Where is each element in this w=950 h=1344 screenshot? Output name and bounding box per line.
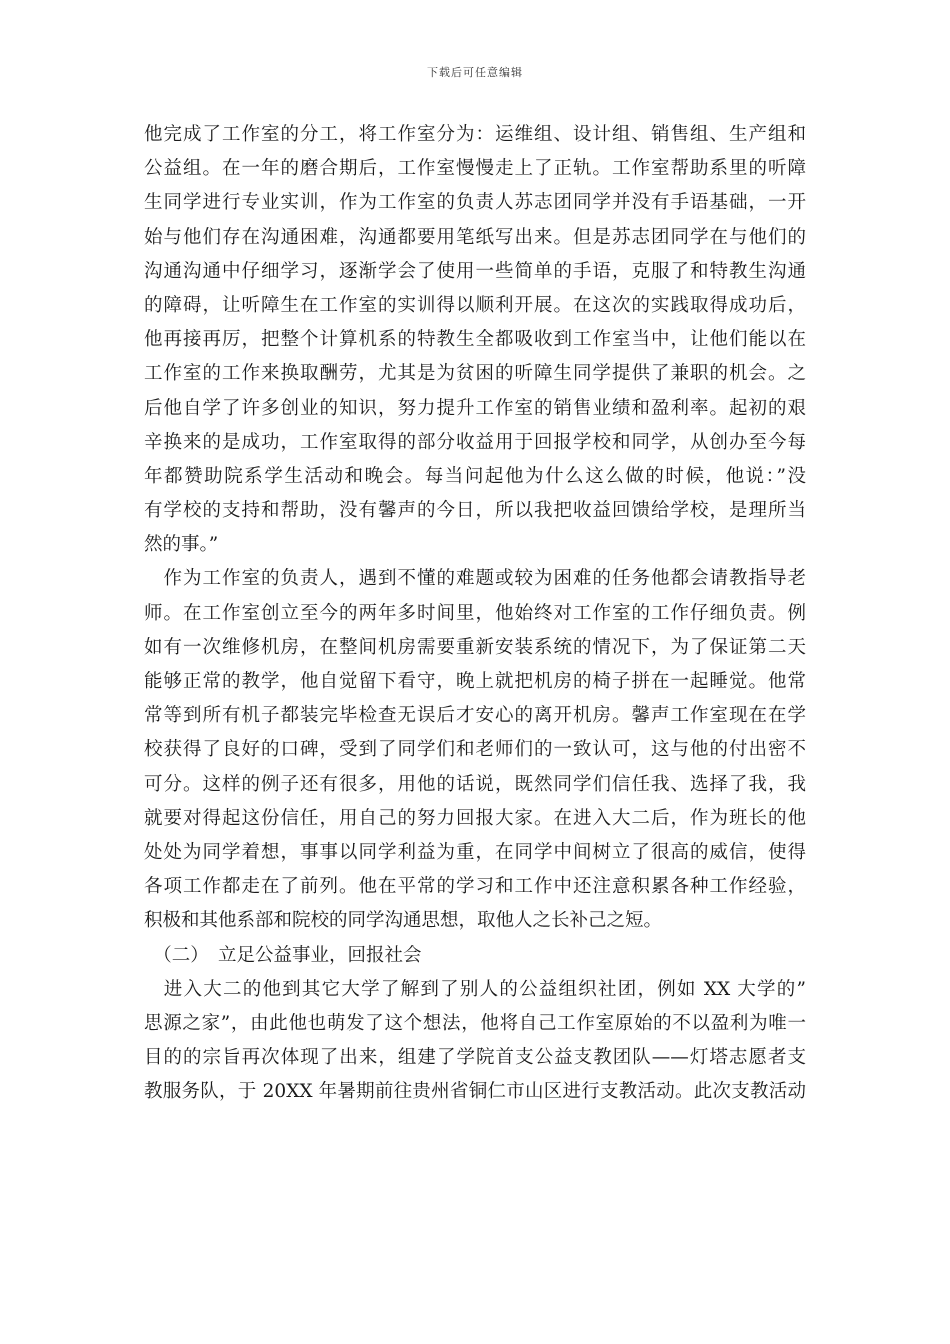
text-line: 思源之家”，由此他也萌发了这个想法，他将自己工作室原始的不以盈利为唯一 [144,1012,806,1034]
paragraph-3 [144,973,806,1110]
page-header: 下载后可任意编辑 [427,66,523,79]
text-line: 始与他们存在沟通困难，沟通都要用笔纸写出来。但是苏志团同学在与他们的 [144,226,806,248]
text-line: 年都赞助院系学生活动和晚会。每当问起他为什么这么做的时候，他说：”没 [144,465,806,487]
text-line: 公益组。在一年的磨合期后，工作室慢慢走上了正轨。工作室帮助系里的听障 [144,158,806,180]
text-line: 积极和其他系部和院校的同学沟通思想，取他人之长补己之短。 [144,910,663,932]
text-line: 沟通沟通中仔细学习，逐渐学会了使用一些简单的手语，克服了和特教生沟通 [144,260,806,282]
text-line: 常等到所有机子都装完毕检查无误后才安心的离开机房。馨声工作室现在在学 [144,705,806,727]
text-line: 他完成了工作室的分工，将工作室分为：运维组、设计组、销售组、生产组和 [144,124,806,145]
text-line: 后他自学了许多创业的知识，努力提升工作室的销售业绩和盈利率。起初的艰 [144,397,806,419]
text-line: 辛换来的是成功，工作室取得的部分收益用于回报学校和同学，从创办至今每 [144,431,806,453]
paragraph-2 [144,562,806,938]
text-line: 然的事。” [144,534,219,556]
text-line: 作为工作室的负责人，遇到不懂的难题或较为困难的任务他都会请教指导老 [144,568,806,590]
text-line: 他再接再厉，把整个计算机系的特教生全都吸收到工作室当中，让他们能以在 [144,329,806,351]
section-heading [144,939,806,973]
text-line: 校获得了良好的口碑，受到了同学们和老师们的一致认可，这与他的付出密不 [144,739,806,761]
text-line: 进入大二的他到其它大学了解到了别人的公益组织社团，例如 XX 大学的” [144,978,806,1000]
body-text [144,118,806,1109]
text-line: 师。在工作室创立至今的两年多时间里，他始终对工作室的工作仔细负责。例 [144,602,806,624]
text-line: 可分。这样的例子还有很多，用他的话说，既然同学们信任我、选择了我，我 [144,773,806,795]
text-line: 如有一次维修机房，在整间机房需要重新安装系统的情况下，为了保证第二天 [144,636,806,658]
text-line: 能够正常的教学，他自觉留下看守，晚上就把机房的椅子拼在一起睡觉。他常 [144,671,806,692]
text-line: 工作室的工作来换取酬劳，尤其是为贫困的听障生同学提供了兼职的机会。之 [144,363,806,385]
text-line: 生同学进行专业实训，作为工作室的负责人苏志团同学并没有手语基础，一开 [144,192,806,214]
text-line: 教服务队，于 20XX 年暑期前往贵州省铜仁市山区进行支教活动。此次支教活动 [144,1081,806,1103]
paragraph-1 [144,118,806,562]
text-line: 各项工作都走在了前列。他在平常的学习和工作中还注意积累各种工作经验， [144,876,806,898]
text-line: 就要对得起这份信任，用自己的努力回报大家。在进入大二后，作为班长的他 [144,807,806,829]
text-line: 目的的宗旨再次体现了出来，组建了学院首支公益支教团队——灯塔志愿者支 [144,1047,806,1069]
section-heading-text: （二） 立足公益事业，回报社会 [144,944,422,966]
text-line: 有学校的支持和帮助，没有馨声的今日，所以我把收益回馈给学校，是理所当 [144,500,806,522]
text-line: 处处为同学着想，事事以同学利益为重，在同学中间树立了很高的威信，使得 [144,841,806,863]
text-line: 的障碍，让听障生在工作室的实训得以顺利开展。在这次的实践取得成功后， [144,294,806,316]
